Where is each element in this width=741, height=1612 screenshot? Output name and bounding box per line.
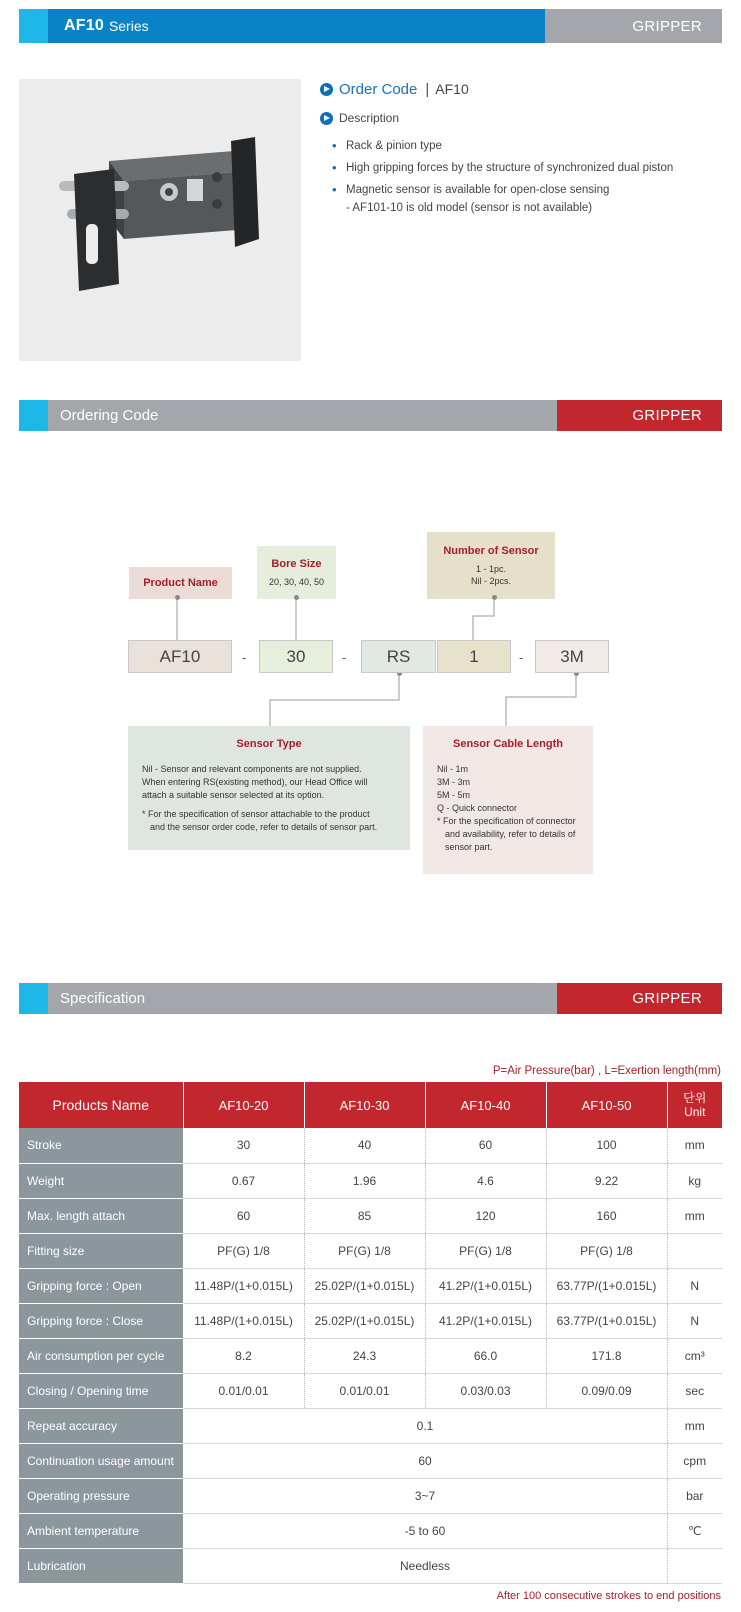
section-title: Ordering Code	[48, 400, 557, 431]
unit-cell: N	[667, 1268, 722, 1303]
unit-cell: kg	[667, 1163, 722, 1198]
sensor-type-text: Nil - Sensor and relevant components are not supplied.	[142, 764, 362, 774]
spec-table	[19, 1082, 722, 1584]
row-label: Lubrication	[19, 1548, 183, 1583]
sensor-option-1: 1 - 1pc.	[475, 563, 506, 574]
table-cell: 9.22	[546, 1163, 667, 1198]
feature-subnote: - AF101-10 is old model (sensor is not available)	[346, 202, 593, 214]
table-cell: 24.3	[304, 1338, 425, 1373]
sensor-type-text: When entering RS(existing method), our Head Office will	[142, 777, 368, 787]
series-model: AF10	[64, 17, 104, 34]
table-cell: 25.02P/(1+0.015L)	[304, 1303, 425, 1338]
code-dash: -	[242, 650, 247, 665]
table-row	[19, 1303, 722, 1338]
category-label: GRIPPER	[557, 400, 722, 431]
row-label: Weight	[19, 1163, 183, 1198]
table-row	[19, 1443, 722, 1478]
cable-note: sensor part.	[445, 842, 493, 852]
table-row	[19, 1128, 722, 1163]
table-cell: 0.03/0.03	[425, 1373, 546, 1408]
table-cell: 120	[425, 1198, 546, 1233]
cable-option: Nil - 1m	[437, 764, 468, 774]
unit-cell: N	[667, 1303, 722, 1338]
number-of-sensor-values	[471, 563, 511, 587]
unit-cell: cm³	[667, 1338, 722, 1373]
table-row	[19, 1233, 722, 1268]
row-label: Gripping force : Open	[19, 1268, 183, 1303]
table-cell: 11.48P/(1+0.015L)	[183, 1268, 304, 1303]
table-cell: PF(G) 1/8	[304, 1233, 425, 1268]
table-cell: 4.6	[425, 1163, 546, 1198]
table-cell: 160	[546, 1198, 667, 1233]
table-cell: PF(G) 1/8	[546, 1233, 667, 1268]
unit-header-en: Unit	[684, 1105, 706, 1119]
feature-text: Rack & pinion type	[346, 140, 442, 152]
row-label: Operating pressure	[19, 1478, 183, 1513]
product-name-title: Product Name	[143, 577, 218, 589]
cable-note: and availability, refer to details of	[445, 829, 576, 839]
description-label: Description	[339, 111, 400, 125]
table-cell: 0.67	[183, 1163, 304, 1198]
table-row	[19, 1338, 722, 1373]
col-header: AF10-30	[304, 1082, 425, 1128]
table-cell-merged: 60	[183, 1443, 667, 1478]
table-cell: 41.2P/(1+0.015L)	[425, 1268, 546, 1303]
col-header-name: Products Name	[19, 1082, 183, 1128]
code-bore: 30	[259, 640, 333, 673]
table-cell: 0.09/0.09	[546, 1373, 667, 1408]
table-cell: 41.2P/(1+0.015L)	[425, 1303, 546, 1338]
table-row	[19, 1513, 722, 1548]
col-header: AF10-40	[425, 1082, 546, 1128]
number-of-sensor-title: Number of Sensor	[443, 544, 539, 557]
row-label: Repeat accuracy	[19, 1408, 183, 1443]
category-label: GRIPPER	[557, 983, 722, 1014]
table-cell-merged: Needless	[183, 1548, 667, 1583]
table-cell: 1.96	[304, 1163, 425, 1198]
row-label: Max. length attach	[19, 1198, 183, 1233]
code-sensor-type: RS	[361, 640, 436, 673]
table-cell-merged: -5 to 60	[183, 1513, 667, 1548]
table-row	[19, 1268, 722, 1303]
row-label: Stroke	[19, 1128, 183, 1163]
table-cell: 60	[183, 1198, 304, 1233]
connector-dot	[294, 595, 299, 600]
unit-cell: ℃	[667, 1513, 722, 1548]
sensor-type-text: attach a suitable sensor selected at its option.	[142, 790, 325, 800]
order-code-separator: |	[425, 80, 430, 98]
order-code-value: AF10	[435, 81, 469, 97]
series-suffix: Series	[108, 18, 149, 34]
feature-text: Magnetic sensor is available for open-close sensing	[346, 184, 610, 196]
cable-note: * For the specification of connector	[437, 816, 576, 826]
table-row	[19, 1548, 722, 1583]
table-row	[19, 1478, 722, 1513]
table-cell: 8.2	[183, 1338, 304, 1373]
category-label: GRIPPER	[545, 9, 722, 43]
table-cell-merged: 3~7	[183, 1478, 667, 1513]
table-cell: 11.48P/(1+0.015L)	[183, 1303, 304, 1338]
sensor-option-2: Nil - 2pcs.	[470, 575, 511, 586]
unit-cell: mm	[667, 1128, 722, 1163]
connector-dot	[175, 595, 180, 600]
section-title: Specification	[48, 983, 557, 1014]
sensor-type-note: * For the specification of sensor attachable to the product	[142, 809, 370, 819]
cable-length-box	[423, 726, 593, 874]
row-label: Ambient temperature	[19, 1513, 183, 1548]
code-sensor-count: 1	[437, 640, 511, 673]
table-row	[19, 1408, 722, 1443]
number-of-sensor-label	[427, 532, 555, 599]
table-row	[19, 1198, 722, 1233]
code-product: AF10	[128, 640, 232, 673]
spec-table-body	[19, 1128, 722, 1583]
unit-cell: mm	[667, 1408, 722, 1443]
table-cell-merged: 0.1	[183, 1408, 667, 1443]
cable-option: 5M - 5m	[437, 790, 471, 800]
table-cell: PF(G) 1/8	[425, 1233, 546, 1268]
unit-cell: mm	[667, 1198, 722, 1233]
table-cell: 100	[546, 1128, 667, 1163]
table-cell: 0.01/0.01	[304, 1373, 425, 1408]
specification-header	[19, 983, 722, 1014]
feature-text: High gripping forces by the structure of synchronized dual piston	[346, 162, 674, 174]
unit-cell: cpm	[667, 1443, 722, 1478]
row-label: Fitting size	[19, 1233, 183, 1268]
sensor-type-note: and the sensor order code, refer to details of sensor part.	[150, 822, 378, 832]
unit-cell	[667, 1548, 722, 1583]
row-label: Closing / Opening time	[19, 1373, 183, 1408]
cable-length-title: Sensor Cable Length	[452, 738, 564, 750]
code-cable-length: 3M	[535, 640, 609, 673]
cable-option: 3M - 3m	[437, 777, 471, 787]
unit-cell: sec	[667, 1373, 722, 1408]
connector-dot	[492, 595, 497, 600]
row-label: Air consumption per cycle	[19, 1338, 183, 1373]
code-dash: -	[342, 650, 347, 665]
sensor-type-box	[128, 726, 410, 850]
table-cell: 0.01/0.01	[183, 1373, 304, 1408]
table-cell: 60	[425, 1128, 546, 1163]
table-header-row	[19, 1082, 722, 1128]
cable-option: Q - Quick connector	[437, 803, 518, 813]
sensor-type-title: Sensor Type	[236, 738, 302, 750]
bore-size-title: Bore Size	[271, 557, 322, 570]
table-cell: 66.0	[425, 1338, 546, 1373]
unit-header-ko: 단위	[683, 1091, 707, 1105]
table-cell: 63.77P/(1+0.015L)	[546, 1268, 667, 1303]
bore-size-values: 20, 30, 40, 50	[268, 576, 325, 587]
table-row	[19, 1373, 722, 1408]
order-code-label: Order Code	[339, 80, 418, 98]
product-name-label	[129, 567, 232, 599]
table-cell: 171.8	[546, 1338, 667, 1373]
bore-size-label	[257, 546, 336, 599]
table-row	[19, 1163, 722, 1198]
table-cell: 85	[304, 1198, 425, 1233]
col-header: AF10-50	[546, 1082, 667, 1128]
col-header: AF10-20	[183, 1082, 304, 1128]
code-dash: -	[519, 650, 524, 665]
unit-cell	[667, 1233, 722, 1268]
spec-footnote: After 100 consecutive strokes to end positions	[496, 1590, 721, 1602]
header-accent	[19, 983, 48, 1014]
unit-cell: bar	[667, 1478, 722, 1513]
col-header-unit	[667, 1082, 722, 1128]
table-cell: 30	[183, 1128, 304, 1163]
spec-legend-note: P=Air Pressure(bar) , L=Exertion length(mm)	[492, 1065, 721, 1077]
table-cell: 25.02P/(1+0.015L)	[304, 1268, 425, 1303]
table-cell: 63.77P/(1+0.015L)	[546, 1303, 667, 1338]
table-cell: 40	[304, 1128, 425, 1163]
row-label: Continuation usage amount	[19, 1443, 183, 1478]
table-cell: PF(G) 1/8	[183, 1233, 304, 1268]
row-label: Gripping force : Close	[19, 1303, 183, 1338]
